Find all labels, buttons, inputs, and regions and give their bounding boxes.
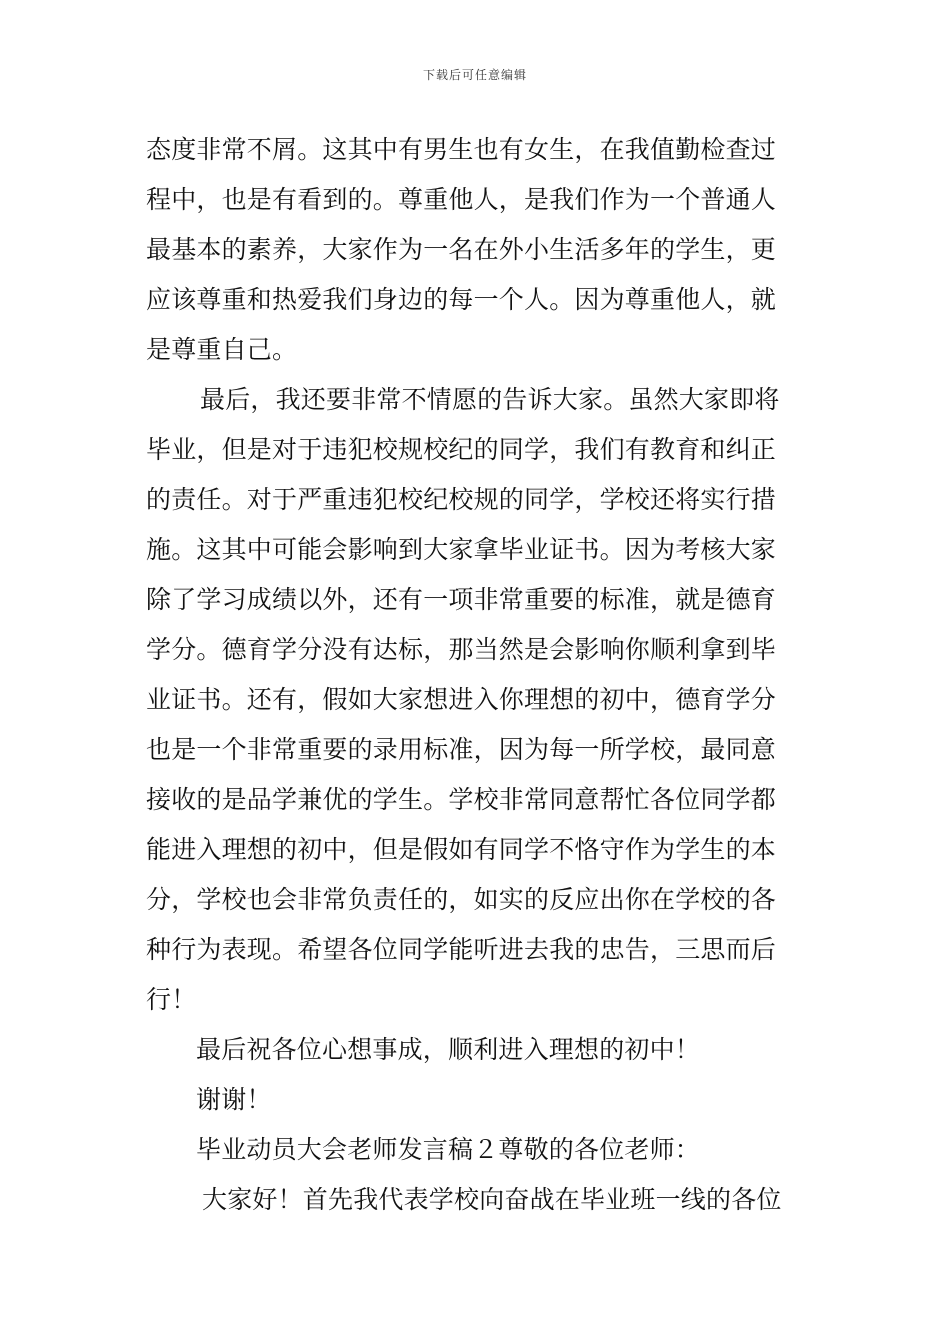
page-header: 下载后可任意编辑 xyxy=(422,68,527,82)
paragraph-wishes: 最后祝各位心想事成，顺利进入理想的初中！ xyxy=(196,1035,701,1064)
text-line: 态度非常不屑。这其中有男生也有女生，在我值勤检查过 xyxy=(146,135,777,164)
text-line: 应该尊重和热爱我们身边的每一个人。因为尊重他人，就 xyxy=(146,285,777,314)
document-body xyxy=(146,125,811,1225)
paragraph-section-title: 毕业动员大会老师发言稿２尊敬的各位老师： xyxy=(196,1135,701,1164)
text-line: 毕业，但是对于违犯校规校纪的同学，我们有教育和纠正 xyxy=(146,435,777,464)
text-line: 种行为表现。希望各位同学能听进去我的忠告，三思而后 xyxy=(146,935,777,964)
text-line: 业证书。还有，假如大家想进入你理想的初中，德育学分 xyxy=(146,685,777,714)
text-line: 除了学习成绩以外，还有一项非常重要的标准，就是德育 xyxy=(146,585,777,614)
paragraph-thanks: 谢谢！ xyxy=(196,1085,272,1114)
text-line: 最后，我还要非常不情愿的告诉大家。虽然大家即将 xyxy=(200,385,780,414)
text-line: 行！ xyxy=(146,985,197,1014)
text-line: 接收的是品学兼优的学生。学校非常同意帮忙各位同学都 xyxy=(146,785,777,814)
text-line: 也是一个非常重要的录用标准，因为每一所学校，最同意 xyxy=(146,735,777,764)
text-line: 分，学校也会非常负责任的，如实的反应出你在学校的各 xyxy=(146,885,777,914)
paragraph-discipline xyxy=(146,375,811,1025)
text-line: 最基本的素养，大家作为一名在外小生活多年的学生，更 xyxy=(146,235,777,264)
text-line: 程中，也是有看到的。尊重他人，是我们作为一个普通人 xyxy=(146,185,777,214)
text-line: 施。这其中可能会影响到大家拿毕业证书。因为考核大家 xyxy=(146,535,777,564)
paragraph-greeting: 大家好！首先我代表学校向奋战在毕业班一线的各位 xyxy=(202,1185,782,1214)
text-line: 的责任。对于严重违犯校纪校规的同学，学校还将实行措 xyxy=(146,485,777,514)
paragraph-respect xyxy=(146,125,811,375)
text-line: 是尊重自己。 xyxy=(146,335,298,364)
text-line: 能进入理想的初中，但是假如有同学不恪守作为学生的本 xyxy=(146,835,777,864)
text-line: 学分。德育学分没有达标，那当然是会影响你顺利拿到毕 xyxy=(146,635,777,664)
